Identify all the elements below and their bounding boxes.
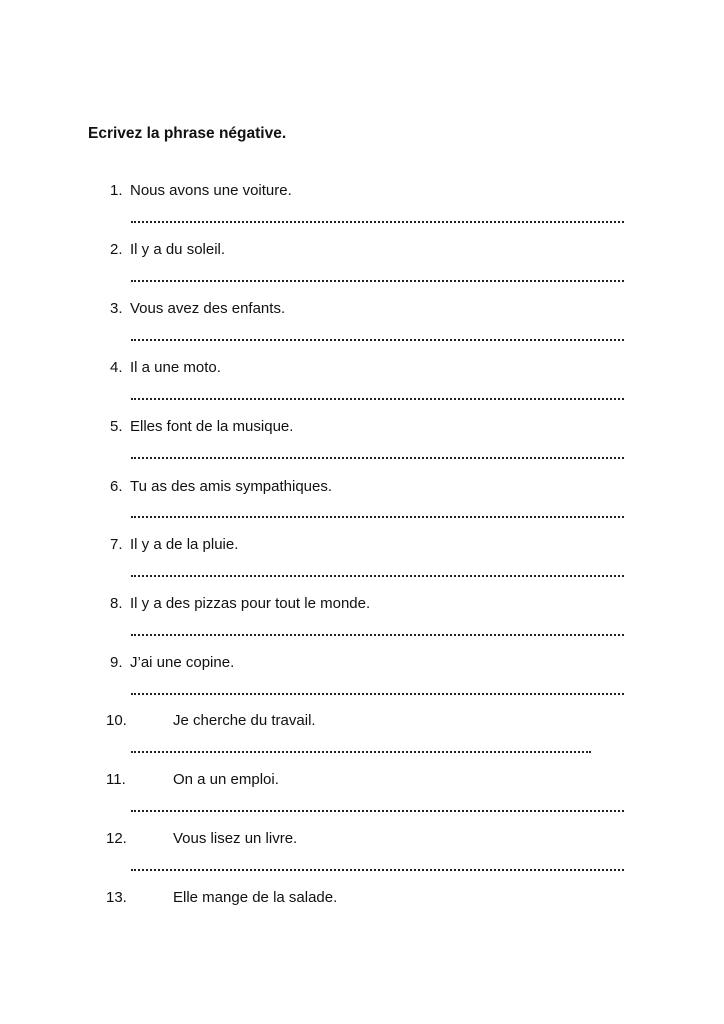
exercise-item [0, 418, 724, 438]
answer-line[interactable] [131, 516, 624, 518]
item-sentence: Tu as des amis sympathiques. [130, 478, 333, 495]
exercise-item [0, 359, 724, 379]
exercise-item [0, 889, 724, 909]
item-number: 8. [110, 595, 123, 612]
item-number: 5. [110, 418, 123, 435]
exercise-item [0, 182, 724, 202]
item-number: 11. [106, 771, 126, 788]
exercise-item [0, 478, 724, 498]
answer-line[interactable] [131, 221, 624, 223]
item-sentence: Il a une moto. [130, 359, 221, 376]
answer-line[interactable] [131, 339, 624, 341]
exercise-item [0, 830, 724, 850]
item-sentence: Vous lisez un livre. [173, 830, 298, 847]
item-sentence: Vous avez des enfants. [130, 300, 286, 317]
answer-line[interactable] [131, 869, 624, 871]
worksheet-instruction: Ecrivez la phrase négative. [88, 125, 287, 142]
answer-line[interactable] [131, 280, 624, 282]
answer-line[interactable] [131, 575, 624, 577]
item-number: 6. [110, 478, 123, 495]
item-number: 10. [106, 712, 127, 729]
item-number: 4. [110, 359, 123, 376]
exercise-item [0, 536, 724, 556]
item-sentence: On a un emploi. [173, 771, 279, 788]
item-sentence: Il y a de la pluie. [130, 536, 239, 553]
item-sentence: Il y a des pizzas pour tout le monde. [130, 595, 371, 612]
item-sentence: Elles font de la musique. [130, 418, 294, 435]
item-number: 13. [106, 889, 127, 906]
item-number: 3. [110, 300, 123, 317]
item-sentence: Je cherche du travail. [173, 712, 316, 729]
exercise-item [0, 241, 724, 261]
exercise-item [0, 654, 724, 674]
exercise-item [0, 712, 724, 732]
answer-line[interactable] [131, 693, 624, 695]
answer-line[interactable] [131, 634, 624, 636]
exercise-item [0, 771, 724, 791]
item-sentence: Il y a du soleil. [130, 241, 226, 258]
item-number: 12. [106, 830, 127, 847]
item-number: 9. [110, 654, 123, 671]
item-sentence: J’ai une copine. [130, 654, 235, 671]
answer-line[interactable] [131, 810, 624, 812]
item-sentence: Elle mange de la salade. [173, 889, 338, 906]
exercise-item [0, 595, 724, 615]
item-number: 7. [110, 536, 123, 553]
exercise-item [0, 300, 724, 320]
item-number: 2. [110, 241, 123, 258]
answer-line[interactable] [131, 398, 624, 400]
answer-line[interactable] [131, 457, 624, 459]
item-sentence: Nous avons une voiture. [130, 182, 292, 199]
answer-line[interactable] [131, 751, 591, 753]
item-number: 1. [110, 182, 123, 199]
